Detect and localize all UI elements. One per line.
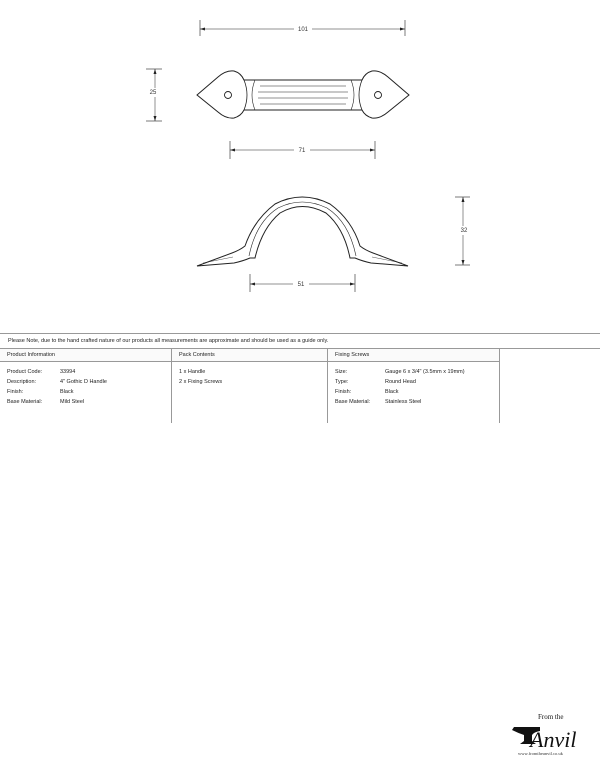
dimension-inner-width (250, 274, 355, 292)
product-information-section (0, 349, 172, 423)
screw-material-label: Base Material: (335, 399, 371, 405)
screw-type-row (328, 377, 499, 387)
screw-finish-value: Black (385, 389, 399, 395)
dimension-hole-centres (230, 141, 375, 159)
product-code-label: Product Code: (7, 369, 43, 375)
finish-value: Black (60, 389, 74, 395)
dim-label-32: 32 (460, 228, 468, 234)
pack-item-handle: 1 x Handle (179, 369, 206, 375)
screw-finish-label: Finish: (335, 389, 352, 395)
dim-label-101: 101 (297, 27, 309, 33)
screw-finish-row (328, 387, 499, 397)
screw-material-row (328, 397, 499, 407)
logo-brand: Anvil (530, 727, 577, 752)
screw-material-value: Stainless Steel (385, 399, 422, 405)
pack-item-screws: 2 x Fixing Screws (179, 379, 223, 385)
dimension-projection (455, 197, 471, 265)
logo-tagline: From the (538, 713, 564, 721)
technical-drawing (0, 0, 600, 333)
fixing-screws-section (328, 349, 500, 423)
product-information-header: Product Information (0, 349, 171, 362)
pack-contents-section (172, 349, 328, 423)
fixing-screws-header: Fixing Screws (328, 349, 499, 362)
product-code-value: 33994 (60, 369, 76, 375)
disclaimer-note: Please Note, due to the hand crafted nature of our products all measurements are approximate and should be used as a guide only. (0, 333, 600, 348)
dim-label-25: 25 (149, 90, 157, 96)
from-the-anvil-logo (500, 697, 600, 771)
base-material-value: Mild Steel (60, 399, 85, 405)
description-row (0, 377, 171, 387)
screw-size-row (328, 367, 499, 377)
pack-item (172, 377, 327, 387)
finish-row (0, 387, 171, 397)
dimension-height (146, 69, 162, 121)
pack-item (172, 367, 327, 377)
base-material-label: Base Material: (7, 399, 43, 405)
handle-plan-view (197, 71, 409, 118)
description-value: 4" Gothic D Handle (60, 379, 107, 385)
screw-size-value: Gauge 6 x 3/4" (3.5mm x 19mm) (385, 369, 465, 375)
dimension-overall-width (200, 20, 405, 36)
pack-contents-header: Pack Contents (172, 349, 327, 362)
base-material-row (0, 397, 171, 407)
screw-size-label: Size: (335, 369, 348, 375)
dim-label-71: 71 (298, 148, 306, 154)
screw-type-value: Round Head (385, 379, 416, 385)
spec-table (0, 348, 600, 756)
screw-type-label: Type: (335, 379, 349, 385)
finish-label: Finish: (7, 389, 24, 395)
product-code-row (0, 367, 171, 377)
description-label: Description: (7, 379, 37, 385)
dim-label-51: 51 (297, 282, 305, 288)
logo-url: www.fromtheanvil.co.uk (518, 751, 563, 756)
handle-side-view (197, 197, 408, 266)
